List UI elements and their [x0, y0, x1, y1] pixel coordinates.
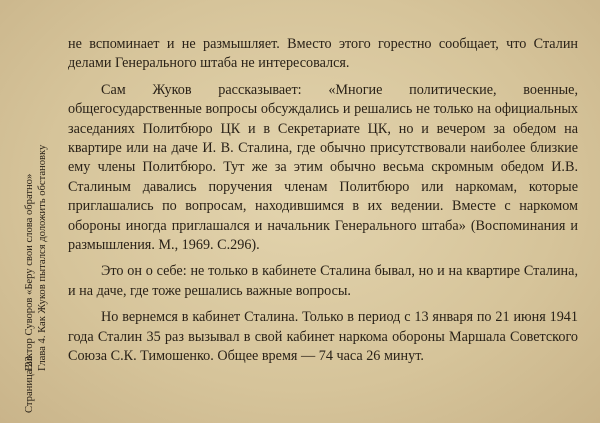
paragraph-continuation: не вспоминает и не размышляет. Вместо этого горестно сообщает, что Сталин делами Генерального штаба не интересовался. — [68, 36, 578, 72]
page-number-spacer — [37, 371, 50, 423]
chapter-title: Глава 4. Как Жуков пытался доложить обстановку — [36, 144, 48, 371]
paragraph-quote: Сам Жуков рассказывает: «Многие политические, военные, общегосударственные вопросы обсуждались и решались не только на официальных заседаниях Политбюро ЦК и в Секретариате ЦК, но и вечером за обедом на квартире или на даче И. В. Сталина, где обычно присутствовали наиболее близкие ему члены Политбюро. Тут же за этим обычно весьма скромным обедом И.В. Сталиным давались поручения членам Политбюро или наркомам, которые приглашались по вопросам, находившимся в их ведении. Вместе с наркомом обороны иногда приглашался и начальник Генерального штаба» (Воспоминания и размышления. М., 1969. С.296). — [68, 81, 578, 254]
paragraph: Это он о себе: не только в кабинете Сталина бывал, но и на квартире Сталина, и на даче, где тоже решались важные вопросы. — [68, 263, 578, 299]
paragraph: Но вернемся в кабинет Сталина. Только в период с 13 января по 21 июня 1941 года Сталин 35 раз вызывал в свой кабинет наркома обороны Маршала Советского Союза С.К. Тимошенко. Общее время — 74 часа 26 минут. — [68, 309, 578, 365]
page-sidebar — [0, 0, 56, 423]
book-title: Виктор Суворов «Беру свои слова обратно» — [24, 173, 35, 371]
page-number: Страница 23 — [24, 356, 35, 413]
header-line-1 — [24, 0, 37, 423]
page-body — [68, 35, 578, 374]
header-line-2 — [37, 0, 50, 423]
running-header — [0, 0, 56, 423]
